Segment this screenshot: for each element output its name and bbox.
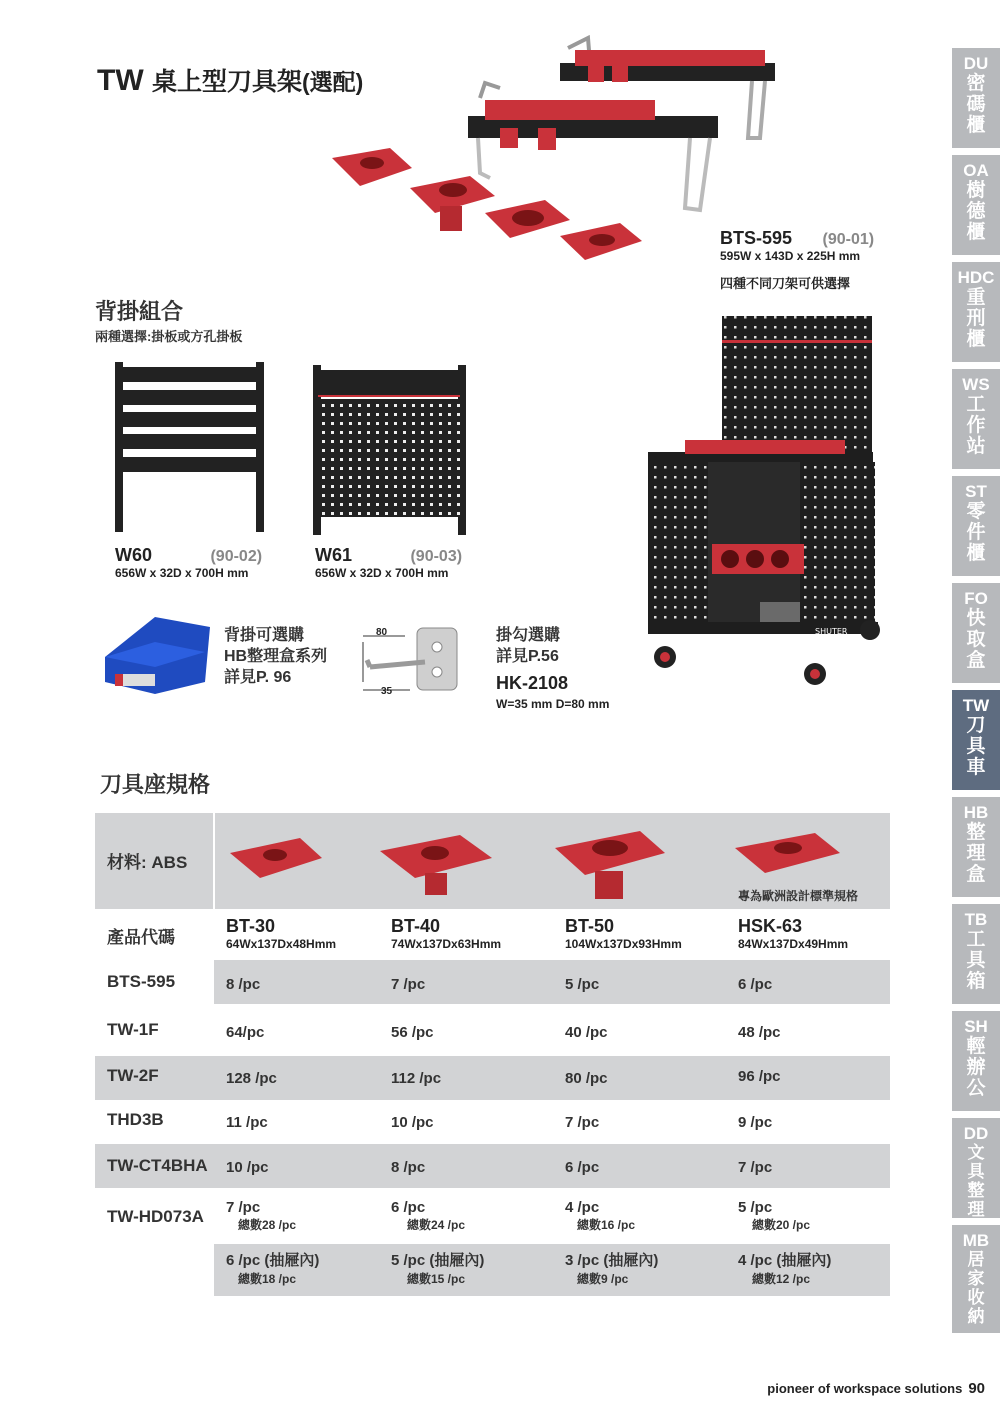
- tab-mb[interactable]: [952, 1225, 1000, 1336]
- spec-holder-bt30: [230, 838, 322, 878]
- footer-tagline: pioneer of workspace solutions: [767, 1381, 963, 1396]
- hd-bottom-cell: [226, 1249, 319, 1287]
- row-value: 7 /pc: [738, 1159, 773, 1176]
- hook-model: HK-2108: [496, 673, 569, 693]
- row-value: 96 /pc: [738, 1068, 781, 1085]
- title-text: 桌上型刀具架: [151, 68, 302, 96]
- brand-code: TW: [97, 64, 144, 97]
- code-label: 產品代碼: [107, 928, 175, 947]
- row-value: 6 /pc: [738, 976, 773, 993]
- tab-code: DD: [963, 1124, 989, 1143]
- row-label: TW-1F: [107, 1020, 159, 1039]
- bts-label-block: [720, 228, 874, 292]
- back-section-subtitle: 兩種選擇:掛板或方孔掛板: [95, 329, 243, 344]
- col-dims: 74Wx137Dx63Hmm: [391, 937, 502, 951]
- w61-label-block: [315, 545, 462, 580]
- w61-dims: 656W x 32D x 700H mm: [315, 566, 449, 580]
- hd-value: 6 /pc: [391, 1199, 426, 1216]
- hd-value: 4 /pc (抽屜內): [738, 1252, 832, 1269]
- row-value: 7 /pc: [565, 1114, 600, 1131]
- col-hsk63: [738, 916, 848, 951]
- tab-name: 零件櫃: [966, 501, 986, 564]
- spec-section-title: 刀具座規格: [100, 772, 211, 797]
- hook-dim-top: 80: [376, 627, 388, 638]
- row-value: 80 /pc: [565, 1070, 608, 1087]
- hook-line1: 掛勾選購: [496, 627, 561, 644]
- row-value: 6 /pc: [565, 1159, 600, 1176]
- title-suffix: (選配): [302, 69, 364, 95]
- tab-name: 工具箱: [966, 929, 986, 992]
- tab-code: WS: [962, 375, 990, 394]
- col-code: BT-30: [226, 916, 276, 936]
- bts-note: 四種不同刀架可供選擇: [720, 276, 851, 291]
- tab-hb[interactable]: [952, 797, 1000, 900]
- holder-bt40: [410, 176, 495, 231]
- hd-top-cell: [738, 1199, 810, 1233]
- col-code: HSK-63: [738, 916, 803, 936]
- tab-ws[interactable]: [952, 369, 1000, 472]
- hook-dims: W=35 mm D=80 mm: [496, 697, 610, 711]
- col-bt30: [226, 916, 336, 951]
- hd-value: 4 /pc: [565, 1199, 600, 1216]
- col-dims: 64Wx137Dx48Hmm: [226, 937, 337, 951]
- hb-note: [224, 625, 327, 688]
- hook-note: [496, 625, 609, 715]
- holder-hsk63: [560, 223, 642, 260]
- row-value: 7 /pc: [391, 976, 426, 993]
- material-label: 材料: ABS: [107, 853, 188, 872]
- row-label: TW-2F: [107, 1066, 159, 1085]
- hd-total: 總數20 /pc: [752, 1218, 811, 1232]
- tab-code: HDC: [957, 268, 995, 287]
- hook-dim-bottom: 35: [381, 686, 393, 697]
- row-value: 112 /pc: [391, 1070, 442, 1087]
- row-label: THD3B: [107, 1110, 164, 1129]
- hd-value: 3 /pc (抽屜內): [565, 1252, 659, 1269]
- hb-box-illustration: [100, 612, 215, 697]
- tab-code: HB: [963, 803, 989, 822]
- row-value: 40 /pc: [565, 1024, 608, 1041]
- tab-code: TB: [964, 910, 988, 929]
- row-value: 11 /pc: [226, 1114, 268, 1131]
- tab-name: 樹德櫃: [966, 180, 986, 243]
- hd-total: 總數24 /pc: [407, 1218, 466, 1232]
- euro-note: 專為歐洲設計標準規格: [738, 889, 859, 903]
- w60-panel-illustration: [110, 362, 270, 537]
- hd-total: 總數28 /pc: [238, 1218, 297, 1232]
- page-footer: [767, 1380, 985, 1397]
- col-bt40: [391, 916, 501, 951]
- tab-tb[interactable]: [952, 904, 1000, 1007]
- hd-total: 總數9 /pc: [577, 1272, 629, 1286]
- tab-code: FO: [964, 589, 988, 608]
- row-value: 64/pc: [226, 1024, 265, 1041]
- tab-sh[interactable]: [952, 1011, 1000, 1114]
- bts-dims: 595W x 143D x 225H mm: [720, 249, 861, 263]
- tab-name: 重刑櫃: [966, 287, 986, 350]
- hd-bottom-cell: [565, 1249, 658, 1287]
- hb-line2: HB整理盒系列: [224, 648, 328, 665]
- table-row: [95, 960, 890, 1004]
- tab-st[interactable]: [952, 476, 1000, 579]
- hd-total: 總數15 /pc: [407, 1272, 466, 1286]
- col-dims: 104Wx137Dx93Hmm: [565, 937, 682, 951]
- spec-holder-hsk63: [735, 833, 840, 873]
- cart-brand-label: SHUTER: [815, 627, 848, 636]
- row-value: 128 /pc: [226, 1070, 277, 1087]
- hd-top-cell: [565, 1199, 635, 1233]
- table-row: [95, 1010, 890, 1054]
- row-value: 48 /pc: [738, 1024, 781, 1041]
- row-label: TW-CT4BHA: [107, 1156, 208, 1175]
- tab-hdc[interactable]: [952, 262, 1000, 365]
- col-bt50: [565, 916, 682, 951]
- rack-lower: [468, 83, 718, 210]
- w61-code: (90-03): [410, 548, 463, 565]
- table-row: [95, 1144, 890, 1188]
- w61-model: W61: [315, 545, 353, 565]
- tab-code: OA: [963, 161, 989, 180]
- table-row-hd073a: [95, 1193, 890, 1298]
- hd-value: 5 /pc: [738, 1199, 773, 1216]
- hb-line3: 詳見P. 96: [224, 669, 292, 686]
- row-value: 10 /pc: [391, 1114, 434, 1131]
- hd-bottom-cell: [391, 1249, 484, 1287]
- spec-code-row: [95, 909, 890, 959]
- table-row: [95, 1056, 890, 1100]
- section-tabs: [952, 48, 1000, 1336]
- hd-top-cell: [391, 1199, 465, 1233]
- row-value: 56 /pc: [391, 1024, 434, 1041]
- bts-code: (90-01): [822, 231, 875, 248]
- tab-code: TW: [962, 696, 990, 715]
- tab-name: 文具整理: [967, 1143, 985, 1219]
- w60-dims: 656W x 32D x 700H mm: [115, 566, 249, 580]
- bts-model: BTS-595: [720, 228, 793, 248]
- holder-bt50: [485, 200, 570, 238]
- hd-value: 7 /pc: [226, 1199, 261, 1216]
- col-dims: 84Wx137Dx49Hmm: [738, 937, 849, 951]
- tool-cart-illustration: [640, 312, 890, 697]
- tab-code: DU: [963, 54, 989, 73]
- tab-name: 密碼櫃: [966, 73, 986, 136]
- tab-fo[interactable]: [952, 583, 1000, 686]
- row-value: 5 /pc: [565, 976, 600, 993]
- tab-name: 工作站: [966, 394, 986, 457]
- hd-total: 總數12 /pc: [752, 1272, 811, 1286]
- tab-name: 輕辦公: [966, 1036, 986, 1099]
- tab-du[interactable]: [952, 48, 1000, 151]
- hook-illustration: [355, 622, 475, 702]
- tab-tw[interactable]: [952, 690, 1000, 793]
- tab-code: SH: [964, 1017, 988, 1036]
- tab-name: 刀具車: [966, 715, 986, 778]
- hd-value: 5 /pc (抽屜內): [391, 1252, 485, 1269]
- col-code: BT-40: [391, 916, 441, 936]
- hd-total: 總數18 /pc: [238, 1272, 297, 1286]
- table-row: [95, 1100, 890, 1144]
- row-value: 9 /pc: [738, 1114, 773, 1131]
- tab-code: MB: [962, 1231, 990, 1250]
- hd-total: 總數16 /pc: [577, 1218, 636, 1232]
- hb-line1: 背掛可選購: [224, 627, 305, 644]
- hd-value: 6 /pc (抽屜內): [226, 1252, 320, 1269]
- tab-name: 快取盒: [966, 608, 986, 671]
- hd-top-cell: [226, 1199, 296, 1233]
- w60-code: (90-02): [210, 548, 263, 565]
- tab-name: 居家收納: [967, 1250, 985, 1326]
- spec-holder-bt40: [380, 835, 492, 895]
- hook-line2: 詳見P.56: [496, 648, 559, 665]
- row-value: 10 /pc: [226, 1159, 269, 1176]
- w60-label-block: [115, 545, 262, 580]
- holder-bt30: [332, 148, 412, 186]
- spec-holder-bt50: [555, 831, 665, 899]
- row-value: 8 /pc: [391, 1159, 426, 1176]
- row-label: TW-HD073A: [107, 1207, 204, 1226]
- row-label: BTS-595: [107, 972, 176, 991]
- w60-model: W60: [115, 545, 153, 565]
- tab-dd[interactable]: [952, 1118, 1000, 1221]
- tab-oa[interactable]: [952, 155, 1000, 258]
- spec-image-row: [95, 813, 890, 909]
- hd-bottom-cell: [738, 1249, 831, 1287]
- tab-name: 整理盒: [966, 822, 986, 885]
- w61-panel-illustration: [310, 365, 470, 537]
- page-number: 90: [968, 1380, 985, 1397]
- row-value: 8 /pc: [226, 976, 261, 993]
- tab-code: ST: [965, 482, 987, 501]
- col-code: BT-50: [565, 916, 615, 936]
- back-section-title: 背掛組合: [95, 299, 184, 324]
